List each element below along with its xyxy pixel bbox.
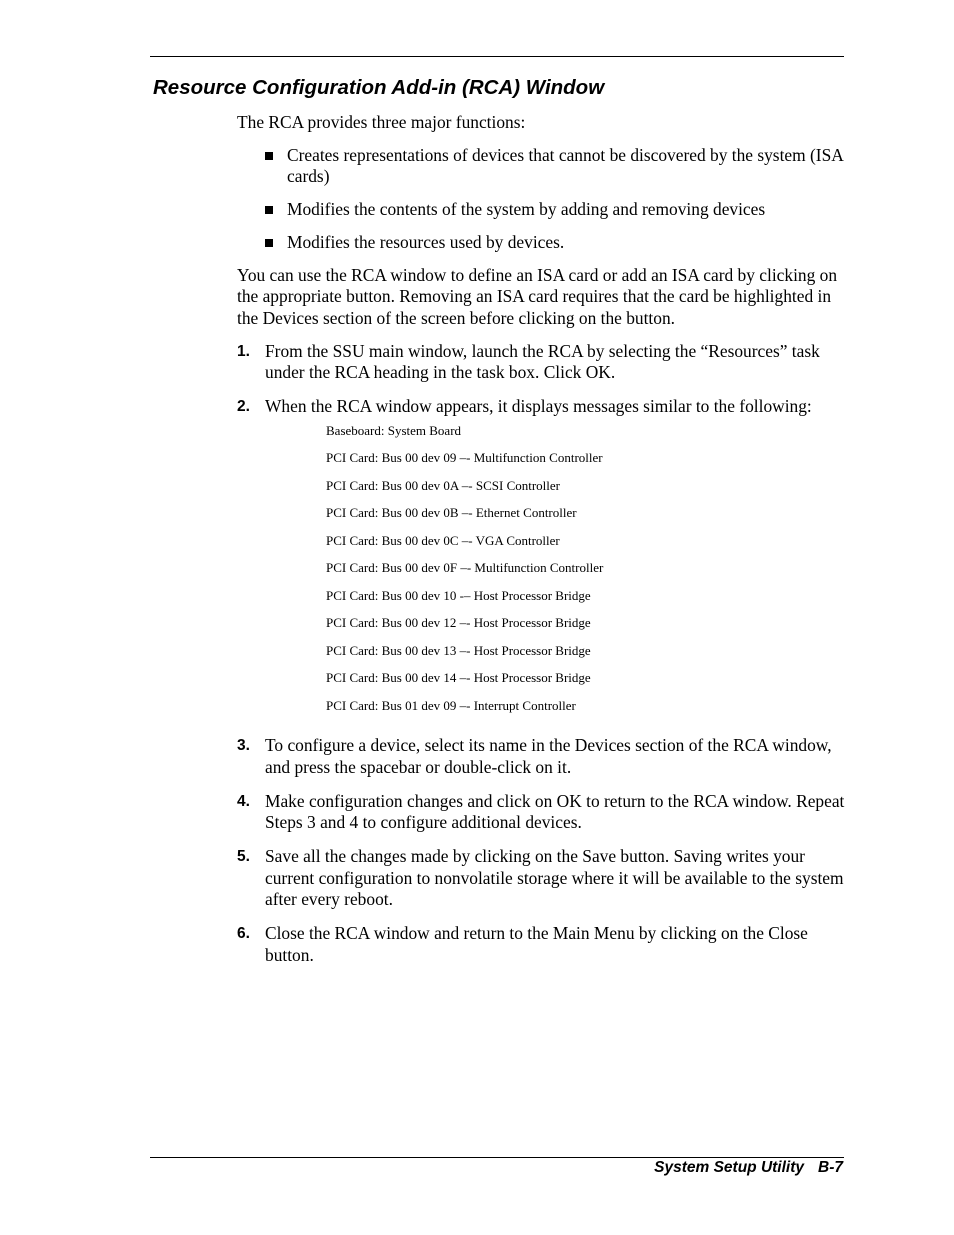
intro-text: The RCA provides three major functions: <box>237 112 526 132</box>
step-text: From the SSU main window, launch the RCA by selecting the “Resources” task under the RCA heading in the task box. Click OK. <box>265 340 820 383</box>
step-number: 5. <box>237 848 250 866</box>
footer-section: System Setup Utility <box>654 1159 805 1176</box>
step-item <box>237 846 845 911</box>
step-number: 4. <box>237 792 250 810</box>
step-number: 1. <box>237 342 250 360</box>
message-line: PCI Card: Bus 00 dev 10 -– Host Processor Bridge <box>326 587 591 603</box>
function-list <box>237 145 845 254</box>
square-bullet-icon <box>265 206 273 214</box>
message-line: PCI Card: Bus 00 dev 0A –- SCSI Controller <box>326 477 561 493</box>
step-number: 3. <box>237 737 250 755</box>
list-item: Modifies the contents of the system by adding and removing devices <box>237 199 845 221</box>
header-rule <box>150 56 844 57</box>
step-text: To configure a device, select its name in the Devices section of the RCA window, and press the spacebar or double-click on it. <box>265 735 832 777</box>
page-footer <box>654 1158 843 1178</box>
page-number: B-7 <box>818 1159 843 1176</box>
square-bullet-icon <box>265 239 273 247</box>
step-item <box>237 396 845 725</box>
step-number: 2. <box>237 398 250 416</box>
isa-card-paragraph: You can use the RCA window to define an ISA card or add an ISA card by clicking on the appropriate button. Removing an ISA card requires that the card be highlighted in the Devices section of the screen before clicking on the button. <box>237 264 838 328</box>
square-bullet-icon <box>265 152 273 160</box>
message-line: PCI Card: Bus 00 dev 0B –- Ethernet Controller <box>326 505 577 521</box>
step-text: When the RCA window appears, it displays messages similar to the following: <box>265 396 812 417</box>
step-item <box>237 735 845 778</box>
step-item <box>237 791 845 834</box>
message-line: PCI Card: Bus 00 dev 0C –- VGA Controller <box>326 532 560 548</box>
rca-message-list <box>326 423 845 726</box>
step-text: Close the RCA window and return to the Main Menu by clicking on the Close button. <box>265 923 808 965</box>
page-body <box>237 112 845 979</box>
message-line: PCI Card: Bus 00 dev 14 –- Host Processor Bridge <box>326 670 591 686</box>
list-item: Modifies the resources used by devices. <box>237 232 845 254</box>
message-line: PCI Card: Bus 00 dev 09 –- Multifunction Controller <box>326 450 603 466</box>
message-line: Baseboard: System Board <box>326 422 462 438</box>
section-title: Resource Configuration Add-in (RCA) Window <box>153 76 605 99</box>
step-item <box>237 923 845 966</box>
message-line: PCI Card: Bus 00 dev 12 –- Host Processor Bridge <box>326 615 591 631</box>
step-text: Make configuration changes and click on OK to return to the RCA window. Repeat Steps 3 and 4 to configure additional devices. <box>265 790 845 833</box>
step-text: Save all the changes made by clicking on the Save button. Saving writes your current configuration to nonvolatile storage where it will be available to the system after every reboot. <box>265 846 844 910</box>
step-list <box>237 341 845 967</box>
message-line: PCI Card: Bus 01 dev 09 –- Interrupt Controller <box>326 697 576 713</box>
step-number: 6. <box>237 925 250 943</box>
message-line: PCI Card: Bus 00 dev 0F –- Multifunction Controller <box>326 560 604 576</box>
list-item: Creates representations of devices that cannot be discovered by the system (ISA cards) <box>237 145 845 188</box>
message-line: PCI Card: Bus 00 dev 13 –- Host Processor Bridge <box>326 642 591 658</box>
step-item <box>237 341 845 384</box>
